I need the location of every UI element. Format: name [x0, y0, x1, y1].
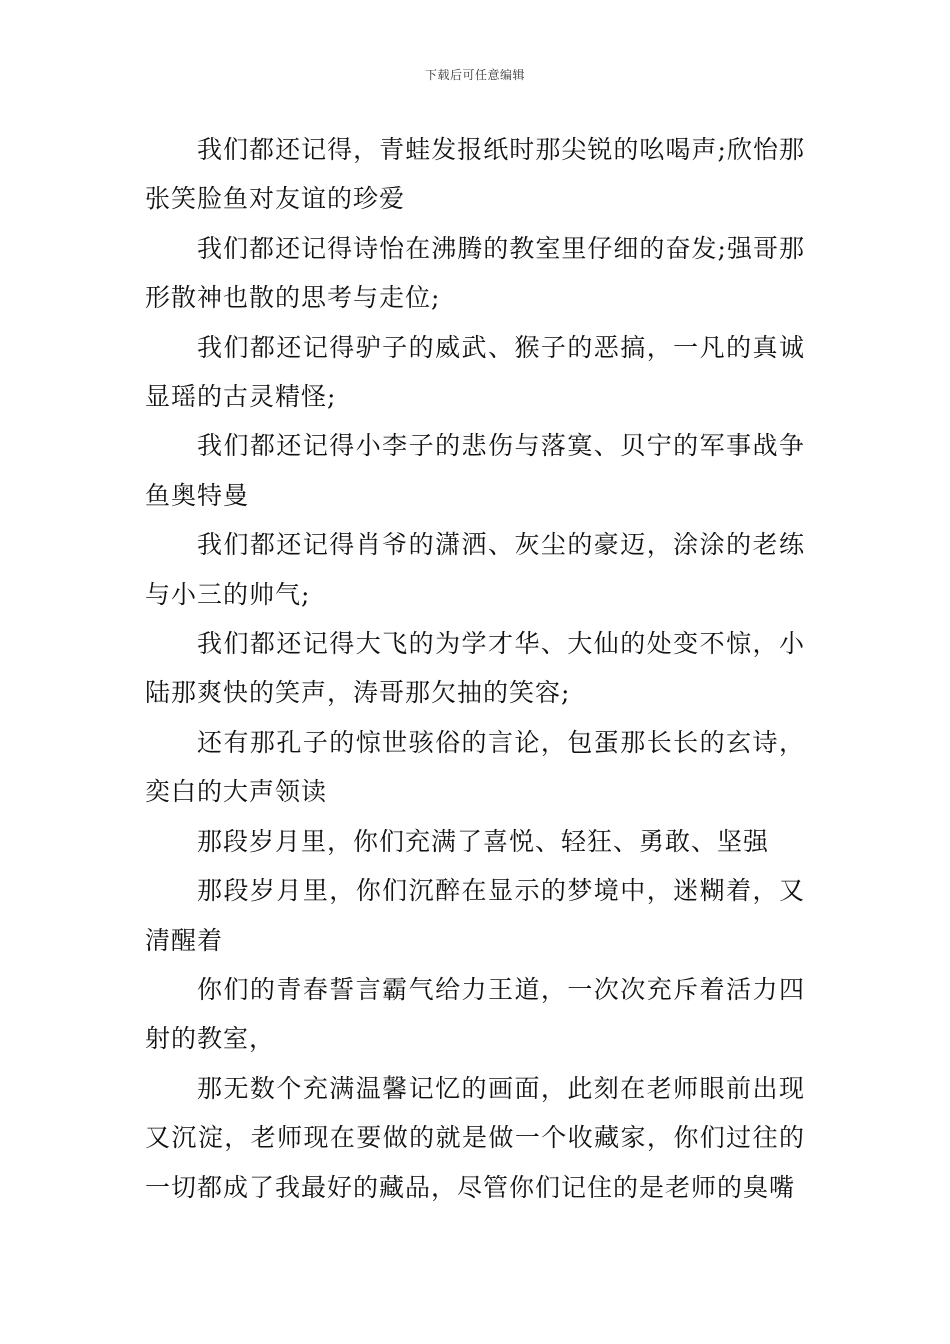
paragraph-3: 我们都还记得驴子的威武、猴子的恶搞，一凡的真诚显瑶的古灵精怪;: [145, 332, 805, 412]
paragraph-8: 那段岁月里，你们充满了喜悦、轻狂、勇敢、坚强: [197, 826, 770, 856]
paragraph-9: 那段岁月里，你们沉醉在显示的梦境中，迷糊着，又清醒着: [145, 876, 805, 955]
page-header-note: 下载后可任意编辑: [424, 68, 525, 82]
paragraph-5: 我们都还记得肖爷的潇洒、灰尘的豪迈，涂涂的老练与小三的帅气;: [145, 530, 805, 609]
paragraph-4: 我们都还记得小李子的悲伤与落寞、贝宁的军事战争鱼奥特曼: [145, 431, 805, 510]
paragraph-7: 还有那孔子的惊世骇俗的言论，包蛋那长长的玄诗，奕白的大声领读: [145, 727, 805, 807]
document-body: [145, 125, 805, 1212]
paragraph-1: 我们都还记得，青蛙发报纸时那尖锐的吆喝声;欣怡那张笑脸鱼对友谊的珍爱: [145, 135, 805, 214]
paragraph-10: 你们的青春誓言霸气给力王道，一次次充斥着活力四射的教室，: [145, 974, 805, 1054]
paragraph-2: 我们都还记得诗怡在沸腾的教室里仔细的奋发;强哥那形散神也散的思考与走位;: [145, 233, 805, 313]
paragraph-6: 我们都还记得大飞的为学才华、大仙的处变不惊，小陆那爽快的笑声，涛哥那欠抽的笑容;: [145, 629, 805, 708]
paragraph-11: 那无数个充满温馨记忆的画面，此刻在老师眼前出现又沉淀，老师现在要做的就是做一个收藏家，你们过往的一切都成了我最好的藏品，尽管你们记住的是老师的臭嘴: [145, 1073, 805, 1202]
